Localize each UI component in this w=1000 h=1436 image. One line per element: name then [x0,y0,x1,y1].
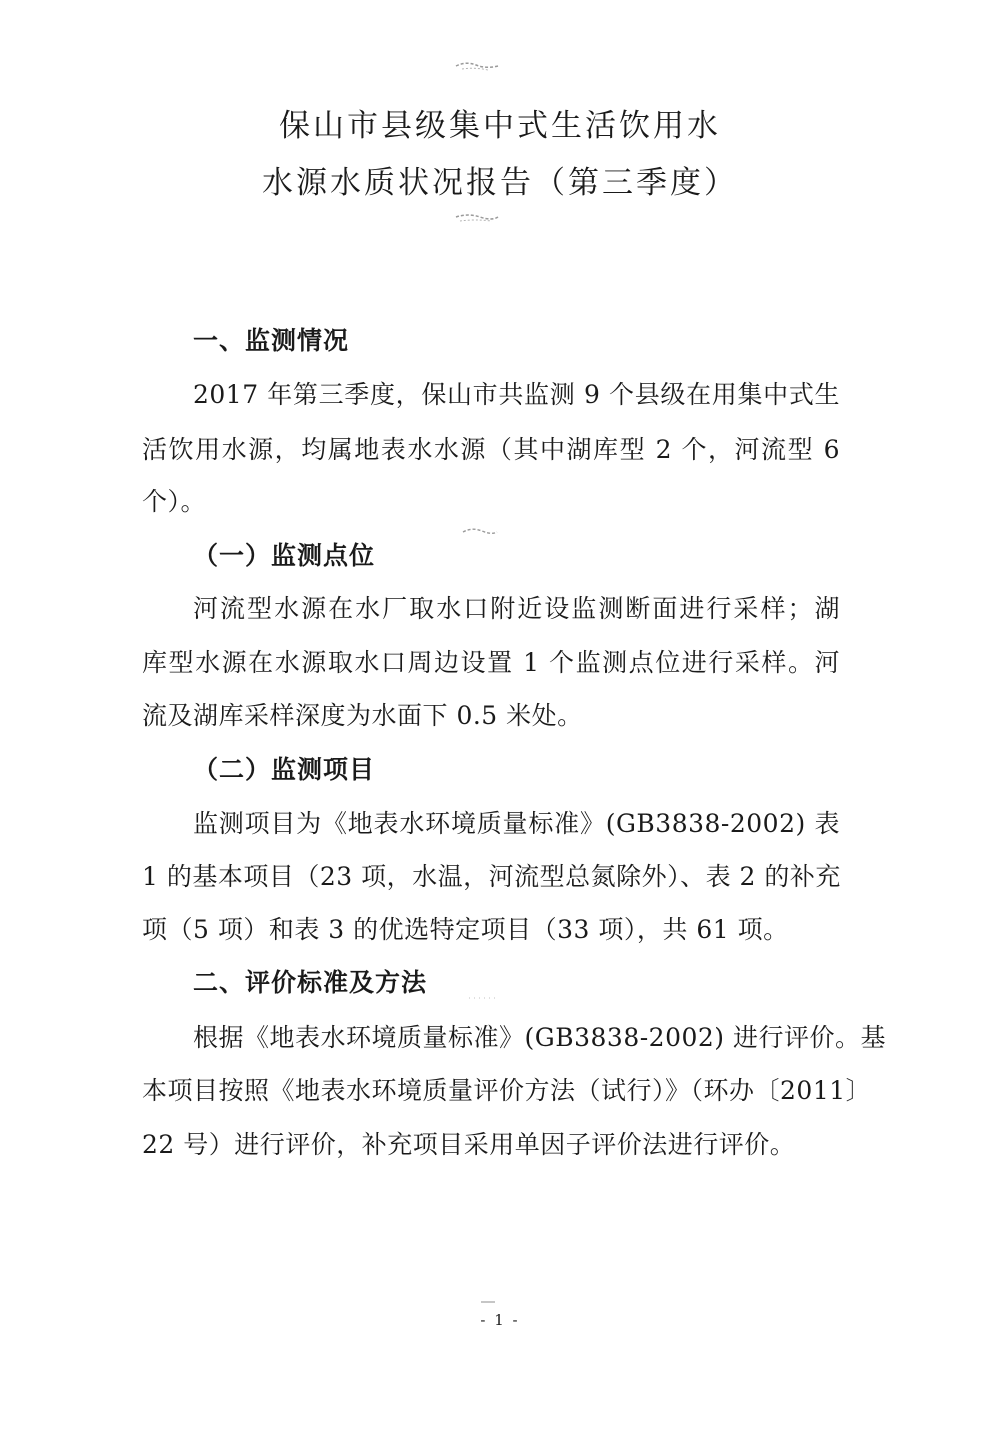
section2-line2: 本项目按照《地表水环境质量评价方法（试行）》（环办〔2011〕 [142,1076,872,1105]
section2-heading: 二、评价标准及方法 [193,968,428,997]
section1-para-line1: 2017 年第三季度，保山市共监测 9 个县级在用集中式生 [193,380,840,409]
subsection2-line1: 监测项目为《地表水环境质量标准》(GB3838-2002) 表 [193,809,840,838]
scan-smudge-mid [460,525,500,539]
scan-smudge-footer [478,1298,498,1306]
section1-para-line2: 活饮用水源，均属地表水水源（其中湖库型 2 个，河流型 6 [142,435,840,464]
page-number: - 1 - [480,1311,520,1329]
section2-line1: 根据《地表水环境质量标准》(GB3838-2002) 进行评价。基 [193,1023,886,1052]
subsection1-line3: 流及湖库采样深度为水面下 0.5 米处。 [142,701,583,730]
subsection1-line1: 河流型水源在水厂取水口附近设监测断面进行采样；湖 [193,594,840,623]
scan-smudge-low [466,993,502,1003]
subsection2-heading: （二）监测项目 [193,755,376,784]
subsection1-line2: 库型水源在水源取水口周边设置 1 个监测点位进行采样。河 [142,648,840,677]
subsection2-line2: 1 的基本项目（23 项，水温，河流型总氮除外）、表 2 的补充 [142,862,841,891]
section1-para-line3: 个）。 [142,487,207,516]
report-title-line2: 水源水质状况报告（第三季度） [262,165,738,201]
subsection1-heading: （一）监测点位 [193,541,376,570]
subsection2-line3: 项（5 项）和表 3 的优选特定项目（33 项），共 61 项。 [142,915,789,944]
section1-heading: 一、监测情况 [193,326,350,355]
scan-smudge-title [452,210,502,226]
section2-line3: 22 号）进行评价，补充项目采用单因子评价法进行评价。 [142,1130,796,1159]
report-title-line1: 保山市县级集中式生活饮用水 [279,108,721,144]
scan-smudge-top [452,58,502,74]
